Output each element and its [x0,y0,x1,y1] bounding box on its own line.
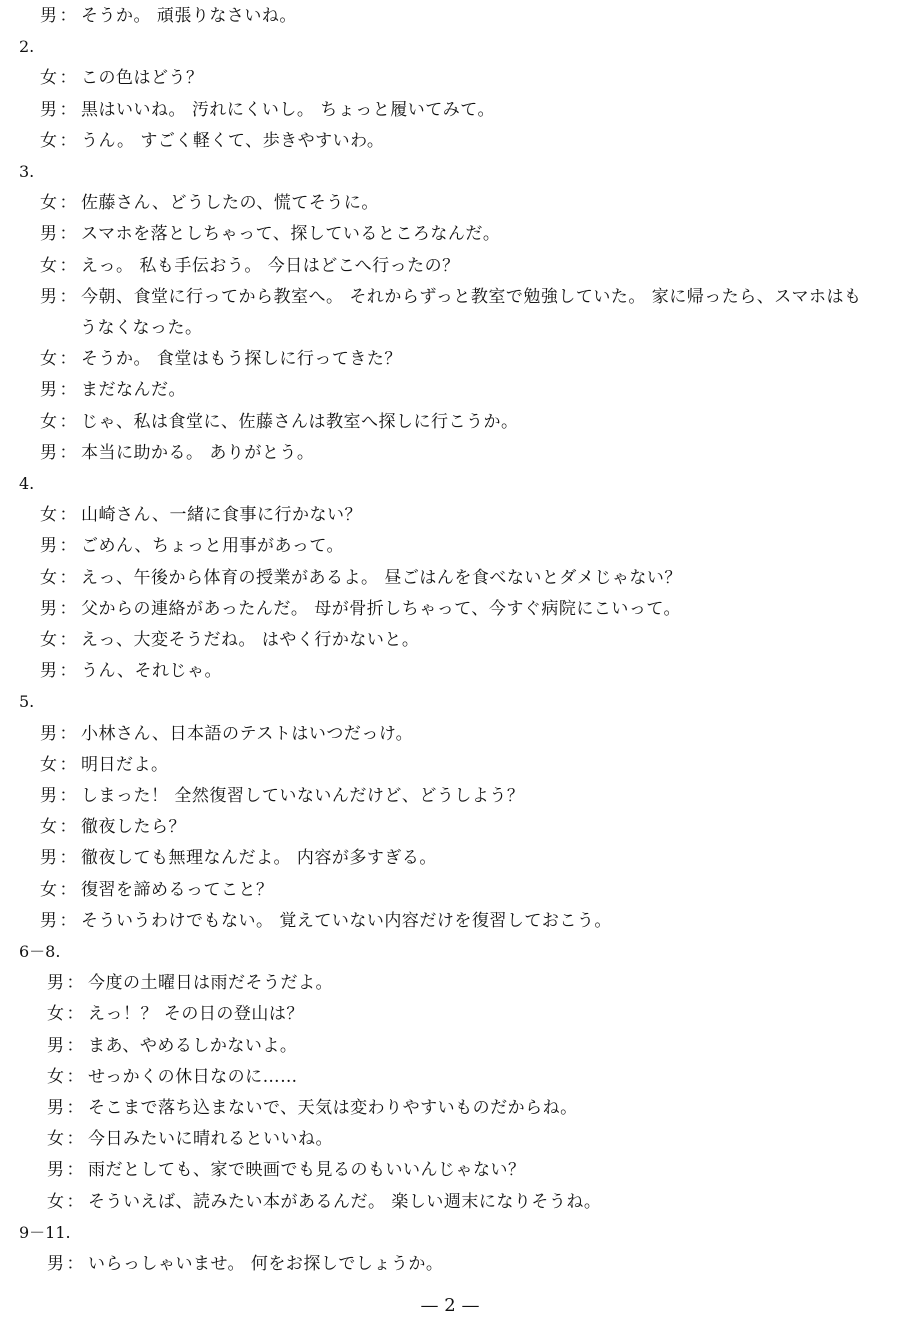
speaker-label: 男 [40,6,58,26]
dialogue-text: スマホを落としちゃって、探しているところなんだ。 [81,224,501,245]
dialogue-line [40,378,186,402]
speaker-label: 女 [47,1129,65,1150]
speaker-separator: ： [66,1004,84,1025]
speaker-label: 女 [40,255,58,276]
dialogue-text: 父からの連絡があったんだ。 母が骨折しちゃって、今すぐ病院にこいって。 [81,598,682,619]
dialogue-line [40,846,437,870]
speaker-separator: ： [59,130,77,151]
speaker-separator: ： [66,1254,84,1274]
speaker-separator: ： [59,349,77,370]
dialogue-line [47,1065,298,1089]
speaker-label: 男 [47,1035,65,1056]
speaker-separator: ： [59,380,77,401]
dialogue-line [40,441,314,465]
dialogue-text: 雨だとしても、家で映画でも見るのもいいんじゃない？ [88,1160,526,1181]
speaker-label: 女 [40,630,58,650]
dialogue-text: じゃ、私は食堂に、佐藤さんは教室へ探しに行こうか。 [81,411,519,432]
dialogue-line [40,566,682,590]
speaker-separator: ： [59,442,77,463]
dialogue-text: うん、それじゃ。 [81,661,223,682]
dialogue-line [40,191,379,215]
speaker-separator: ： [66,1098,84,1118]
speaker-separator: ： [66,1191,84,1212]
dialogue-text: えっ、午後から体育の授業があるよ。 昼ごはんを食べないとダメじゃない？ [81,567,682,588]
dialogue-line [40,222,500,246]
section-number: 4. [19,474,35,493]
speaker-separator: ： [59,411,77,432]
dialogue-line [40,285,861,309]
dialogue-text: 佐藤さん、どうしたの、慌てそうに。 [81,193,379,214]
dialogue-line [47,1252,443,1276]
dialogue-text: しまった！ 全然復習していないんだけど、どうしよう？ [81,786,525,806]
speaker-separator: ： [66,1035,84,1056]
dialogue-text: まあ、やめるしかないよ。 [88,1035,298,1056]
dialogue-text: えっ、大変そうだね。 はやく行かないと。 [81,630,420,650]
speaker-separator: ： [59,505,77,526]
speaker-separator: ： [59,193,77,214]
speaker-label: 男 [47,973,65,994]
speaker-label: 女 [40,567,58,588]
speaker-label: 女 [47,1066,65,1087]
dialogue-line [40,722,413,746]
dialogue-line [40,784,524,808]
dialogue-text: うん。 すごく軽くて、歩きやすいわ。 [81,130,385,151]
dialogue-line [40,503,362,527]
dialogue-text: そうか。 頑張りなさいね。 [81,6,297,26]
speaker-label: 女 [40,879,58,900]
dialogue-text: そこまで落ち込まないで、天気は変わりやすいものだからね。 [88,1098,578,1118]
dialogue-line [40,628,419,652]
speaker-separator: ： [59,286,77,307]
speaker-label: 女 [40,505,58,526]
speaker-label: 男 [47,1160,65,1181]
speaker-separator: ： [59,786,77,806]
dialogue-line [47,1127,333,1151]
dialogue-line [40,815,186,839]
section-number: 9－11. [19,1222,71,1242]
dialogue-line [40,254,460,278]
speaker-separator: ： [59,99,77,120]
dialogue-text: えっ！？ その日の登山は？ [88,1004,304,1025]
dialogue-line [40,753,169,777]
speaker-label: 女 [40,817,58,838]
speaker-label: 男 [40,661,58,682]
speaker-separator: ： [59,536,77,557]
speaker-separator: ： [59,224,77,245]
dialogue-text: 今朝、食堂に行ってから教室へ。 それからずっと教室で勉強していた。 家に帰ったら、スマホはも [81,286,862,307]
speaker-label: 女 [47,1004,65,1025]
speaker-separator: ： [59,848,77,869]
dialogue-text: えっ。 私も手伝おう。 今日はどこへ行ったの？ [81,255,460,276]
section-number: 2. [19,37,35,57]
speaker-separator: ： [59,661,77,682]
dialogue-line [47,1034,297,1058]
speaker-separator: ： [59,910,77,931]
dialogue-text: そういえば、読みたい本があるんだ。 楽しい週末になりそうね。 [88,1191,602,1212]
speaker-separator: ： [59,817,77,838]
speaker-label: 男 [40,910,58,931]
dialogue-text: 明日だよ。 [81,754,169,775]
speaker-label: 女 [47,1191,65,1212]
section-number: 6－8. [19,942,61,961]
dialogue-line [40,410,519,434]
dialogue-text: 復習を諦めるってこと？ [81,879,274,900]
section-number: 3. [19,162,35,181]
speaker-separator: ： [59,68,77,89]
speaker-separator: ： [59,255,77,276]
dialogue-line [47,1002,304,1026]
dialogue-text: いらっしゃいませ。 何をお探しでしょうか。 [88,1254,444,1274]
dialogue-text: 今度の土曜日は雨だそうだよ。 [88,973,333,994]
speaker-label: 女 [40,130,58,151]
dialogue-text: 徹夜したら？ [81,817,186,838]
dialogue-text: うなくなった。 [80,318,203,338]
speaker-label: 男 [40,598,58,619]
speaker-separator: ： [59,723,77,744]
dialogue-line [40,659,222,683]
dialogue-text: 山崎さん、一緒に食事に行かない？ [81,505,363,526]
dialogue-line [47,971,333,995]
dialogue-line [40,66,204,90]
section-number: 5. [19,692,35,712]
dialogue-line [40,534,344,558]
dialogue-line [40,909,612,933]
speaker-separator: ： [59,6,77,26]
speaker-label: 女 [40,411,58,432]
speaker-separator: ： [59,879,77,900]
dialogue-continuation [80,316,203,340]
speaker-label: 男 [40,723,58,744]
dialogue-text: 今日みたいに晴れるといいね。 [88,1129,333,1150]
dialogue-line [40,4,297,28]
dialogue-line [40,98,495,122]
speaker-label: 女 [40,68,58,89]
speaker-label: 男 [40,442,58,463]
page-number: — 2 — [420,1295,480,1316]
dialogue-text: この色はどう？ [81,68,204,89]
speaker-label: 男 [40,786,58,806]
speaker-label: 女 [40,193,58,214]
speaker-label: 男 [40,99,58,120]
dialogue-text: 本当に助かる。 ありがとう。 [81,442,315,463]
dialogue-line [47,1096,578,1120]
dialogue-line [40,597,681,621]
speaker-label: 男 [40,380,58,401]
speaker-label: 男 [40,286,58,307]
speaker-label: 男 [47,1254,65,1274]
speaker-label: 女 [40,349,58,370]
speaker-label: 男 [47,1098,65,1118]
dialogue-text: 小林さん、日本語のテストはいつだっけ。 [81,723,414,744]
dialogue-text: ごめん、ちょっと用事があって。 [81,536,345,557]
speaker-label: 男 [40,536,58,557]
dialogue-text: せっかくの休日なのに…… [88,1066,298,1087]
dialogue-line [40,129,384,153]
speaker-separator: ： [66,1066,84,1087]
speaker-separator: ： [59,754,77,775]
speaker-separator: ： [59,630,77,650]
speaker-separator: ： [59,598,77,619]
dialogue-text: そうか。 食堂はもう探しに行ってきた？ [81,349,402,370]
dialogue-text: まだなんだ。 [81,380,186,401]
dialogue-text: 黒はいいね。 汚れにくいし。 ちょっと履いてみて。 [81,99,495,120]
speaker-separator: ： [66,1129,84,1150]
dialogue-line [47,1158,526,1182]
dialogue-text: 徹夜しても無理なんだよ。 内容が多すぎる。 [81,848,437,869]
speaker-separator: ： [66,973,84,994]
speaker-label: 女 [40,754,58,775]
dialogue-line [40,347,402,371]
dialogue-text: そういうわけでもない。 覚えていない内容だけを復習しておこう。 [81,910,612,931]
speaker-separator: ： [66,1160,84,1181]
dialogue-line [40,878,274,902]
speaker-label: 男 [40,848,58,869]
speaker-separator: ： [59,567,77,588]
speaker-label: 男 [40,224,58,245]
dialogue-line [47,1190,601,1214]
